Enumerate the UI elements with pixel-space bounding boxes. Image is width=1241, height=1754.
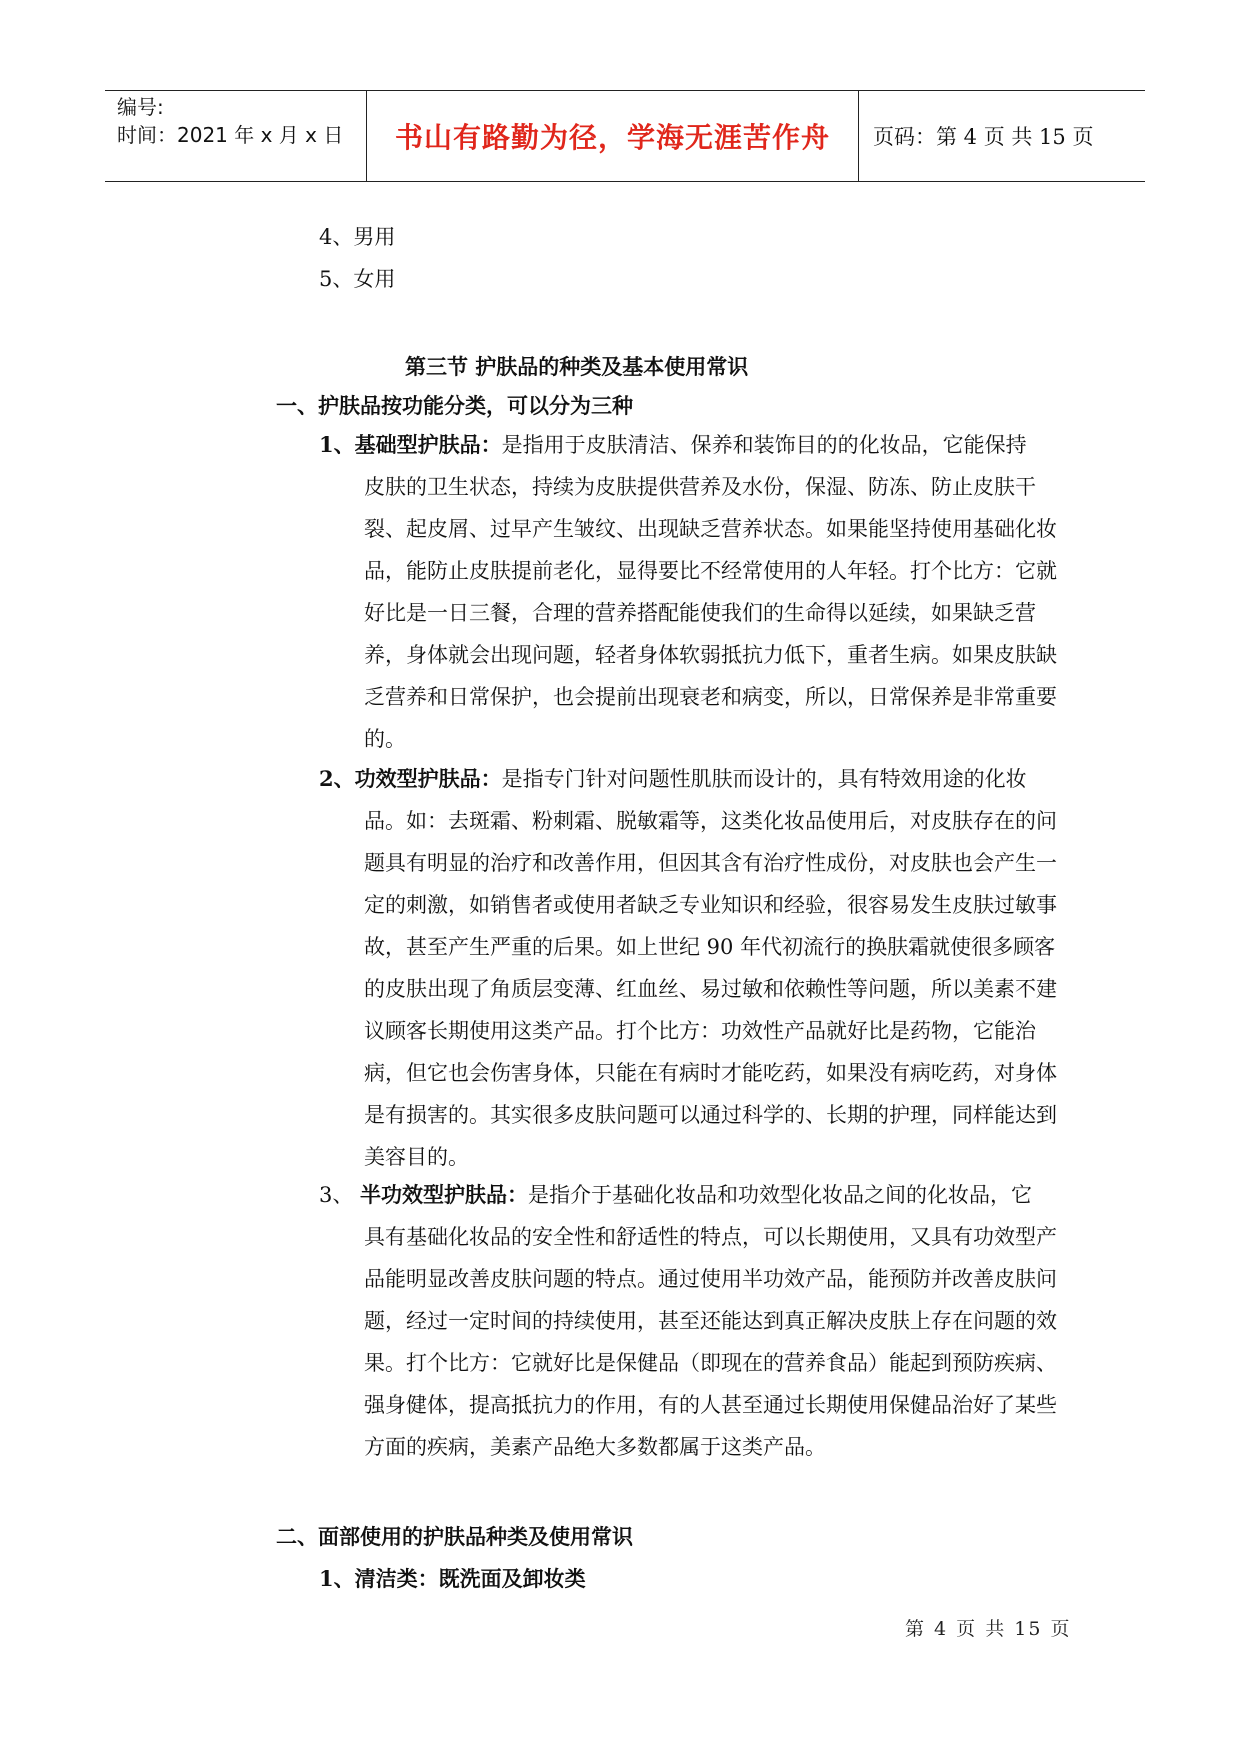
item-2-number: 2、	[319, 766, 355, 791]
time-label: 时间：2021 年 x 月 x 日	[117, 123, 344, 147]
item-3-body: 具有基础化妆品的安全性和舒适性的特点，可以长期使用，又具有功效型产品能明显改善皮肤问题的特点。通过使用半功效产品，能预防并改善皮肤问题，经过一定时间的持续使用，甚至还能达到真正解决皮肤上存在问题的效果。打个比方：它就好比是保健品（即现在的营养食品）能起到预防疾病、强身健体，提高抵抗力的作用，有的人甚至通过长期使用保健品治好了某些方面的疾病，美素产品绝大多数都属于这类产品。	[364, 1225, 1057, 1459]
item-2-first-line	[319, 758, 1061, 800]
list-item: 5、女用	[319, 267, 396, 291]
page-header	[105, 90, 1145, 182]
list-item: 4、男用	[319, 225, 396, 249]
item-1-first-line	[319, 424, 1061, 466]
item-1-label: 基础型护肤品：	[354, 432, 502, 457]
item-2-label: 功效型护肤品：	[354, 766, 502, 791]
number-label: 编号:	[117, 95, 164, 119]
item-1-body: 皮肤的卫生状态，持续为皮肤提供营养及水份，保湿、防冻、防止皮肤干裂、起皮屑、过早产生皱纹、出现缺乏营养状态。如果能坚持使用基础化妆品，能防止皮肤提前老化，显得要比不经常使用的人年轻。打个比方：它就好比是一日三餐，合理的营养搭配能使我们的生命得以延续，如果缺乏营养，身体就会出现问题，轻者身体软弱抵抗力低下，重者生病。如果皮肤缺乏营养和日常保护，也会提前出现衰老和病变，所以，日常保养是非常重要的。	[364, 475, 1057, 751]
item-3-number: 3、	[319, 1183, 361, 1207]
heading-2: 二、面部使用的护肤品种类及使用常识	[276, 1524, 633, 1549]
sub-heading-1: 1、清洁类：既洗面及卸妆类	[319, 1566, 586, 1591]
item-2-body: 品。如：去斑霜、粉刺霜、脱敏霜等，这类化妆品使用后，对皮肤存在的问题具有明显的治疗和改善作用，但因其含有治疗性成份，对皮肤也会产生一定的刺激，如销售者或使用者缺乏专业知识和经验，很容易发生皮肤过敏事故，甚至产生严重的后果。如上世纪 90 年代初流行的换肤霜就使很多顾客的皮肤出现了角质层变薄、红血丝、易过敏和依赖性等问题，所以美素不建议顾客长期使用这类产品。打个比方：功效性产品就好比是药物，它能治病，但它也会伤害身体，只能在有病时才能吃药，如果没有病吃药，对身体是有损害的。其实很多皮肤问题可以通过科学的、长期的护理，同样能达到美容目的。	[364, 809, 1057, 1169]
item-3-first-text: 是指介于基础化妆品和功效型化妆品之间的化妆品，它	[528, 1183, 1033, 1207]
item-1-number: 1、	[319, 432, 355, 457]
heading-1: 一、护肤品按功能分类，可以分为三种	[276, 393, 633, 418]
header-page-info: 页码：第 4 页 共 15 页	[873, 125, 1094, 149]
header-motto: 书山有路勤为径，学海无涯苦作舟	[367, 91, 859, 181]
item-1-first-text: 是指用于皮肤清洁、保养和装饰目的的化妆品，它能保持	[501, 433, 1027, 457]
header-meta	[105, 91, 367, 181]
item-3-label: 半功效型护肤品：	[360, 1182, 529, 1207]
item-3-first-line	[319, 1174, 1061, 1216]
page-footer: 第 4 页 共 15 页	[905, 1618, 1072, 1640]
section-title: 第三节 护肤品的种类及基本使用常识	[405, 354, 749, 379]
item-2-first-text: 是指专门针对问题性肌肤而设计的，具有特效用途的化妆	[501, 767, 1027, 791]
